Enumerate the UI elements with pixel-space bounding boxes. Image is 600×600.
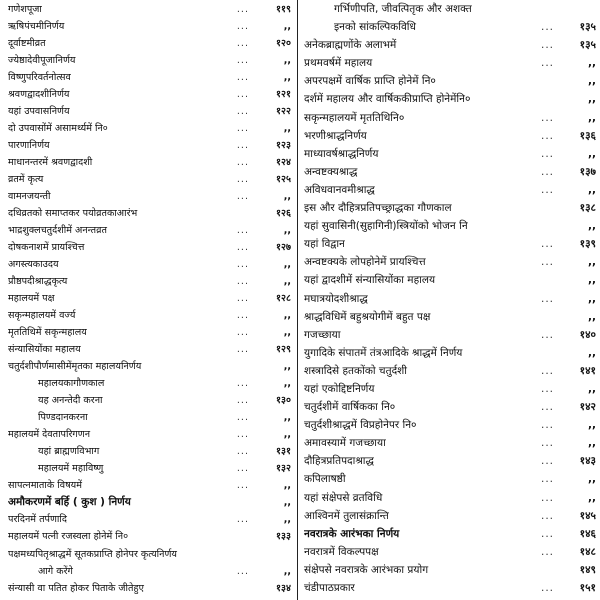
index-entry bbox=[304, 111, 596, 126]
entry-page: ,, bbox=[588, 220, 596, 233]
entry-page: ,, bbox=[283, 225, 291, 237]
entry-page: ,, bbox=[283, 21, 291, 33]
entry-title: इनको सांकल्पिकविधि bbox=[334, 21, 416, 34]
entry-page: १२१ bbox=[276, 89, 291, 101]
index-entry bbox=[8, 121, 291, 136]
index-entry bbox=[8, 2, 291, 17]
entry-leader: ... bbox=[540, 491, 554, 504]
index-entry bbox=[304, 56, 596, 71]
index-entry bbox=[304, 472, 596, 487]
index-entry bbox=[8, 172, 291, 187]
entry-page: ,, bbox=[283, 412, 291, 424]
index-entry bbox=[304, 2, 596, 17]
entry-leader: ... bbox=[236, 480, 249, 492]
index-entry bbox=[8, 274, 291, 289]
entry-page: १३६ bbox=[579, 129, 596, 142]
entry-leader: ... bbox=[236, 378, 249, 390]
entry-leader: ... bbox=[540, 437, 554, 450]
index-entry bbox=[8, 461, 291, 476]
entry-leader: ... bbox=[540, 419, 554, 432]
index-entry bbox=[8, 359, 291, 374]
entry-title: महालयमें पत्नी रजस्वला होनेमें नि० bbox=[8, 531, 129, 543]
entry-page: ,, bbox=[283, 191, 291, 203]
entry-leader: ... bbox=[540, 165, 554, 178]
index-entry bbox=[304, 38, 596, 53]
entry-title: दधिव्रतको समाप्तकर पयोव्रतकाआरंभ bbox=[8, 208, 138, 220]
entry-page: १४६ bbox=[579, 527, 596, 540]
entry-title: महालयकागौणकाल bbox=[38, 378, 105, 390]
entry-page: ,, bbox=[283, 276, 291, 288]
entry-title: पिण्डदानकरना bbox=[38, 412, 88, 424]
entry-title: गणेशपूजा bbox=[8, 4, 42, 15]
left-column bbox=[8, 0, 297, 600]
entry-page: १५१ bbox=[579, 582, 596, 594]
entry-leader: ... bbox=[236, 242, 249, 254]
entry-page: ,, bbox=[283, 123, 291, 135]
entry-title: चतुर्दशीश्राद्धमें विप्रहोनेपर नि० bbox=[304, 419, 417, 432]
entry-title: गजच्छाया bbox=[304, 328, 341, 341]
entry-title: नवरात्रमें विकल्पपक्ष bbox=[304, 545, 379, 558]
entry-title: दौहित्रप्रतिपदाश्राद्ध bbox=[304, 455, 374, 468]
index-entry bbox=[304, 219, 596, 234]
entry-leader: ... bbox=[540, 39, 554, 52]
entry-title: श्राद्धविधिमें बहुश्रयोगीमें बहुत पक्ष bbox=[304, 310, 431, 323]
entry-page: १२३ bbox=[276, 140, 291, 152]
entry-page: ,, bbox=[588, 292, 596, 305]
entry-page: ,, bbox=[283, 310, 291, 322]
entry-leader: ... bbox=[540, 256, 554, 269]
entry-title: सापत्नमाताके विषयमें bbox=[8, 480, 82, 492]
entry-leader: ... bbox=[236, 4, 249, 15]
entry-leader: ... bbox=[540, 238, 554, 251]
index-entry bbox=[8, 53, 291, 68]
entry-title: यह अनन्तेदी करना bbox=[38, 395, 103, 407]
index-entry bbox=[8, 104, 291, 119]
entry-leader: ... bbox=[236, 293, 249, 305]
entry-title: इस और दौहित्रप्रतिपच्छ्राद्धका गौणकाल bbox=[304, 202, 452, 215]
entry-page: १४२ bbox=[579, 401, 596, 414]
entry-title: महालयमें देवतापरिगणन bbox=[8, 429, 91, 441]
entry-page: १२० bbox=[276, 38, 291, 50]
entry-leader: ... bbox=[236, 123, 249, 135]
index-entry bbox=[8, 240, 291, 255]
entry-page: १२५ bbox=[276, 174, 291, 186]
entry-title: यहां एकोद्दिष्टनिर्णय bbox=[304, 382, 375, 395]
entry-page: ,, bbox=[588, 310, 596, 323]
entry-page: १३२ bbox=[276, 463, 291, 475]
entry-title: परदिनमें तर्पणादि bbox=[8, 514, 67, 526]
index-entry bbox=[304, 400, 596, 415]
entry-title: प्रथमवर्षमें महालय bbox=[304, 57, 373, 70]
entry-title: ज्येष्ठादेवीपूजानिर्णय bbox=[8, 55, 76, 67]
entry-title: अपरपक्षमें वार्षिक प्राप्ति होनेमें नि० bbox=[304, 75, 436, 88]
entry-title: यहां ब्राह्मणविभाग bbox=[38, 446, 100, 458]
entry-page: ,, bbox=[588, 437, 596, 450]
entry-leader: ... bbox=[236, 157, 249, 169]
entry-leader: ... bbox=[540, 147, 554, 160]
entry-page: १२८ bbox=[276, 293, 291, 305]
entry-page: १३९ bbox=[579, 238, 596, 251]
entry-page: ,, bbox=[588, 183, 596, 196]
entry-leader: ... bbox=[236, 72, 249, 84]
entry-title: व्रतमें कृत्य bbox=[8, 174, 44, 186]
entry-title: अन्वष्टक्यश्राद्ध bbox=[304, 165, 358, 178]
entry-title: महालयमें महाविष्णु bbox=[38, 463, 104, 475]
entry-title: मृततिथिमें सकृन्महालय bbox=[8, 327, 87, 339]
entry-title: श्रवणद्वादशीनिर्णय bbox=[8, 89, 70, 101]
entry-page: ,, bbox=[588, 491, 596, 504]
entry-leader: ... bbox=[236, 21, 249, 33]
index-entry bbox=[8, 427, 291, 442]
index-entry bbox=[304, 545, 596, 560]
entry-page: १२४ bbox=[276, 157, 291, 169]
index-entry bbox=[8, 19, 291, 34]
right-column bbox=[298, 0, 596, 600]
index-entry bbox=[8, 155, 291, 170]
entry-page: १३५ bbox=[579, 21, 596, 34]
index-entry bbox=[304, 491, 596, 506]
index-entry bbox=[8, 257, 291, 272]
index-entry bbox=[8, 223, 291, 238]
entry-title: दोषकनाशमें प्रायश्चित्त bbox=[8, 242, 85, 254]
entry-page: ११९ bbox=[276, 4, 291, 15]
entry-title: दो उपवासोंमें असामर्थ्यमें नि० bbox=[8, 123, 108, 135]
index-entry bbox=[8, 547, 291, 562]
index-entry bbox=[304, 92, 596, 107]
index-entry bbox=[304, 255, 596, 270]
entry-leader: ... bbox=[540, 509, 554, 522]
entry-page: १४१ bbox=[579, 364, 596, 377]
index-entry bbox=[304, 346, 596, 361]
entry-title: चंडीपाठप्रकार bbox=[304, 582, 355, 594]
entry-title: यहां सुवासिनी(सुहागिनी)स्त्रियोंको भोजन नि bbox=[304, 220, 468, 233]
index-entry bbox=[8, 376, 291, 391]
entry-title: अमावस्यामें गजच्छाया bbox=[304, 437, 386, 450]
entry-leader: ... bbox=[236, 412, 249, 424]
entry-leader: ... bbox=[540, 21, 554, 34]
entry-leader: ... bbox=[540, 545, 554, 558]
index-entry bbox=[304, 454, 596, 469]
entry-page: ,, bbox=[588, 274, 596, 287]
entry-title: अविधवानवमीश्राद्ध bbox=[304, 183, 375, 196]
entry-title: आगे करेंगे bbox=[38, 565, 73, 577]
entry-title: पक्षमध्यपितृश्राद्धमें सूतकप्राप्ति होनेपर कृत्यनिर्णय bbox=[8, 548, 177, 560]
entry-title: यहां द्वादशीमें संन्यासियोंका महालय bbox=[304, 274, 436, 287]
index-entry bbox=[304, 364, 596, 379]
entry-page: १४८ bbox=[579, 545, 596, 558]
entry-page: ,, bbox=[588, 382, 596, 395]
entry-page: ,, bbox=[588, 93, 596, 106]
entry-page: ,, bbox=[283, 259, 291, 271]
index-columns bbox=[8, 0, 596, 600]
index-entry bbox=[304, 273, 596, 288]
index-entry bbox=[8, 189, 291, 204]
index-entry bbox=[8, 393, 291, 408]
entry-page: ,, bbox=[588, 346, 596, 359]
entry-page: ,, bbox=[283, 565, 291, 577]
entry-title: गर्भिणीपति, जीवत्पितृक और अशक्त bbox=[334, 3, 472, 15]
entry-title: यहां विद्वान bbox=[304, 238, 345, 251]
index-entry bbox=[304, 563, 596, 578]
index-entry bbox=[304, 183, 596, 198]
entry-leader: ... bbox=[236, 344, 249, 356]
index-entry bbox=[304, 201, 596, 216]
entry-page: ,, bbox=[588, 419, 596, 432]
entry-page: १२९ bbox=[276, 344, 291, 356]
index-entry bbox=[8, 444, 291, 459]
entry-page: ,, bbox=[588, 147, 596, 160]
entry-title: चतुर्दशीमें वार्षिकका नि० bbox=[304, 401, 396, 414]
entry-leader: ... bbox=[236, 429, 249, 441]
entry-leader: ... bbox=[540, 364, 554, 377]
index-entry bbox=[8, 87, 291, 102]
entry-leader: ... bbox=[236, 310, 249, 322]
index-entry bbox=[304, 165, 596, 180]
entry-page: ,, bbox=[283, 514, 291, 526]
entry-title: यहां संक्षेपसे व्रतविधि bbox=[304, 491, 383, 504]
entry-leader: ... bbox=[540, 183, 554, 196]
index-entry bbox=[8, 36, 291, 51]
entry-page: ,, bbox=[283, 378, 291, 390]
entry-page: ,, bbox=[283, 55, 291, 67]
index-entry bbox=[8, 206, 291, 221]
entry-leader: ... bbox=[236, 89, 249, 101]
entry-title: शस्त्रादिसे हतकोंको चतुर्दशी bbox=[304, 364, 408, 377]
entry-leader: ... bbox=[236, 225, 249, 237]
entry-leader: ... bbox=[540, 328, 554, 341]
entry-leader: ... bbox=[236, 174, 249, 186]
index-entry bbox=[8, 495, 291, 510]
entry-page: १३० bbox=[276, 395, 291, 407]
entry-title: अनेकब्राह्मणोंके अलाभमें bbox=[304, 39, 397, 52]
index-entry bbox=[8, 70, 291, 85]
entry-page: १४९ bbox=[579, 563, 596, 576]
index-entry bbox=[8, 529, 291, 544]
entry-page: ,, bbox=[588, 75, 596, 88]
entry-page: १३१ bbox=[276, 446, 291, 458]
entry-page: ,, bbox=[283, 361, 291, 373]
entry-page: १३३ bbox=[276, 531, 291, 543]
entry-page: १३४ bbox=[276, 582, 291, 594]
entry-page: ,, bbox=[588, 111, 596, 124]
index-entry bbox=[304, 509, 596, 524]
entry-leader: ... bbox=[540, 382, 554, 395]
entry-leader: ... bbox=[540, 473, 554, 486]
index-entry bbox=[8, 291, 291, 306]
entry-title: आश्विनमें तुलासंक्रान्ति bbox=[304, 509, 389, 522]
entry-title: माध्यावर्षश्राद्धनिर्णय bbox=[304, 147, 379, 160]
entry-title: संन्यासियोंका महालय bbox=[8, 344, 81, 356]
entry-title: ऋषिपंचमीनिर्णय bbox=[8, 21, 65, 33]
entry-page: ,, bbox=[283, 429, 291, 441]
index-entry bbox=[304, 292, 596, 307]
entry-leader: ... bbox=[540, 292, 554, 305]
entry-page: १२२ bbox=[276, 106, 291, 118]
entry-title: सकृन्महालयमें मृततिथिनि० bbox=[304, 111, 405, 124]
entry-page: १२७ bbox=[276, 242, 291, 254]
entry-title: सकृन्महालयमें वर्ज्य bbox=[8, 310, 76, 322]
entry-page: १४५ bbox=[579, 509, 596, 522]
entry-page: ,, bbox=[588, 57, 596, 70]
index-entry bbox=[8, 581, 291, 596]
entry-title: अगस्त्यकाउदय bbox=[8, 259, 59, 271]
entry-page: १३५ bbox=[579, 39, 596, 52]
index-entry bbox=[304, 328, 596, 343]
entry-leader: ... bbox=[236, 395, 249, 407]
index-entry bbox=[8, 512, 291, 527]
index-entry bbox=[8, 308, 291, 323]
entry-leader: ... bbox=[236, 327, 249, 339]
index-entry bbox=[304, 382, 596, 397]
entry-leader: ... bbox=[236, 38, 249, 50]
entry-title: अन्वष्टक्यके लोपहोनेमें प्रायश्चित्त bbox=[304, 256, 426, 269]
entry-title: अमौकरणमें बर्हि ( कुश ) निर्णय bbox=[8, 496, 131, 509]
index-entry bbox=[304, 527, 596, 542]
entry-title: दूर्वाष्टमीव्रत bbox=[8, 38, 46, 50]
index-entry bbox=[304, 310, 596, 325]
entry-title: भरणीश्राद्धनिर्णय bbox=[304, 129, 367, 142]
entry-leader: ... bbox=[236, 463, 249, 475]
index-entry bbox=[304, 418, 596, 433]
entry-page: ,, bbox=[283, 480, 291, 492]
entry-leader: ... bbox=[540, 57, 554, 70]
entry-leader: ... bbox=[540, 582, 554, 594]
entry-page: ,, bbox=[588, 473, 596, 486]
entry-leader: ... bbox=[236, 276, 249, 288]
entry-leader: ... bbox=[236, 106, 249, 118]
entry-title: माधानन्तरमें श्रवणद्वादशी bbox=[8, 157, 93, 169]
entry-title: भाद्रशुक्लचतुर्दशीमें अनन्तव्रत bbox=[8, 225, 107, 237]
index-entry bbox=[304, 581, 596, 596]
entry-leader: ... bbox=[236, 55, 249, 67]
entry-title: दर्शमें महालय और वार्षिककीप्राप्ति होनेमेंनि० bbox=[304, 93, 471, 106]
entry-page: १२६ bbox=[276, 208, 291, 220]
entry-page: १४० bbox=[579, 328, 596, 341]
entry-title: महालयमें पक्ष bbox=[8, 293, 55, 305]
entry-page: १३८ bbox=[579, 202, 596, 215]
entry-leader: ... bbox=[236, 565, 249, 577]
index-entry bbox=[304, 20, 596, 35]
index-entry bbox=[8, 342, 291, 357]
entry-leader: ... bbox=[540, 527, 554, 540]
entry-leader: ... bbox=[540, 111, 554, 124]
entry-leader: ... bbox=[236, 140, 249, 152]
index-entry bbox=[304, 436, 596, 451]
entry-page: ,, bbox=[283, 72, 291, 84]
entry-title: विष्णुपरिवर्तनोत्सव bbox=[8, 72, 71, 84]
entry-title: कपिलाषष्ठी bbox=[304, 473, 346, 486]
index-entry bbox=[8, 564, 291, 579]
entry-title: प्रौष्ठपदीश्राद्धकृत्य bbox=[8, 276, 68, 288]
index-entry bbox=[304, 74, 596, 89]
entry-title: पारणानिर्णय bbox=[8, 140, 50, 152]
entry-title: चतुर्दशीपौर्णमासीमेंमृतका महालयनिर्णय bbox=[8, 361, 142, 373]
entry-leader: ... bbox=[236, 259, 249, 271]
entry-leader: ... bbox=[540, 455, 554, 468]
entry-page: ,, bbox=[283, 497, 291, 509]
entry-leader: ... bbox=[540, 129, 554, 142]
entry-page: ,, bbox=[283, 327, 291, 339]
index-entry bbox=[8, 325, 291, 340]
index-entry bbox=[304, 129, 596, 144]
entry-leader: ... bbox=[236, 191, 249, 203]
entry-title: संक्षेपसे नवरात्रके आरंभका प्रयोग bbox=[304, 563, 429, 576]
entry-page: १४३ bbox=[579, 455, 596, 468]
entry-title: वामनजयन्ती bbox=[8, 191, 51, 203]
index-entry bbox=[8, 410, 291, 425]
entry-title: मघात्रयोदशीश्राद्ध bbox=[304, 292, 368, 305]
index-entry bbox=[304, 237, 596, 252]
entry-page: ,, bbox=[588, 256, 596, 269]
entry-leader: ... bbox=[236, 514, 249, 526]
entry-title: नवरात्रके आरंभका निर्णय bbox=[304, 527, 400, 540]
index-entry bbox=[304, 147, 596, 162]
entry-title: यहां उपवासनिर्णय bbox=[8, 106, 70, 118]
entry-title: संन्यासी वा पतित होकर पिताके जीतेहुए bbox=[8, 582, 144, 594]
entry-title: युगादिके संपातमें तंत्रआदिके श्राद्धमें निर्णय bbox=[304, 346, 463, 359]
index-entry bbox=[8, 478, 291, 493]
entry-leader: ... bbox=[236, 446, 249, 458]
index-entry bbox=[8, 138, 291, 153]
entry-page: १३७ bbox=[579, 165, 596, 178]
entry-leader: ... bbox=[540, 401, 554, 414]
